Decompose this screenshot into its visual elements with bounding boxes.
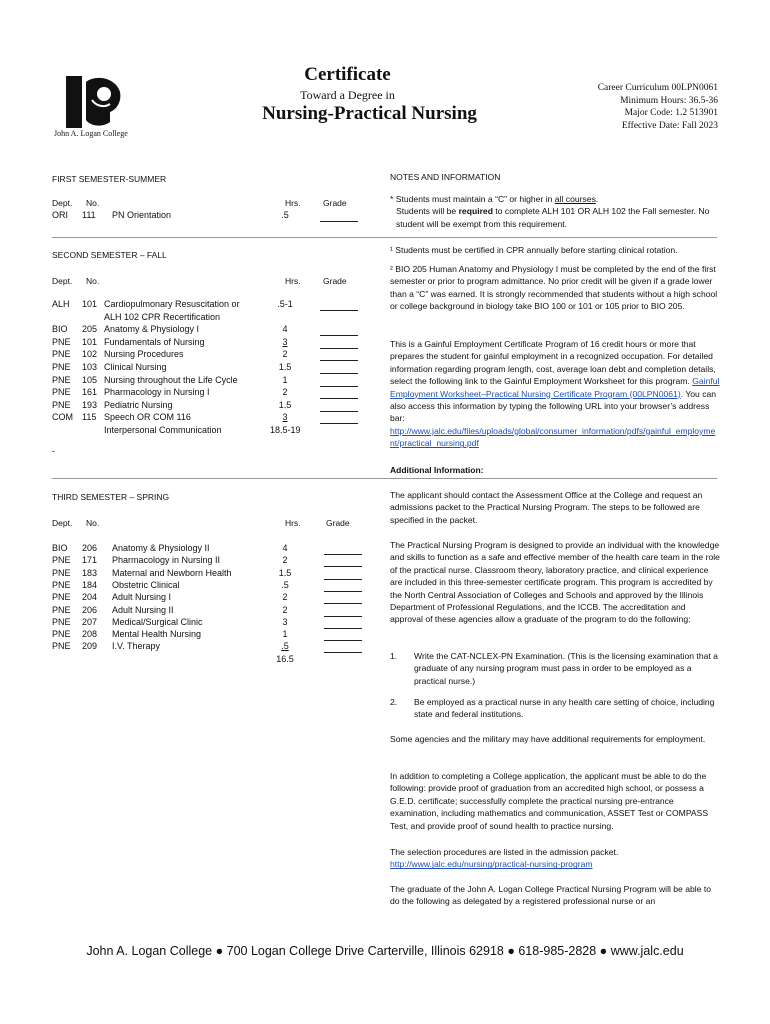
item-text: Write the CAT-NCLEX-PN Examination. (This is the licensing examination that a graduate of any nursing program must pass in order to be employed as a practical nurse.) bbox=[414, 651, 718, 686]
course-title: Pediatric Nursing bbox=[104, 399, 173, 410]
course-no: 102 bbox=[82, 349, 98, 360]
course-row bbox=[52, 210, 362, 223]
course-dept: ALH bbox=[52, 299, 70, 309]
course-dept: PNE bbox=[52, 387, 71, 398]
course-title: I.V. Therapy bbox=[112, 641, 161, 652]
course-no: 101 bbox=[82, 336, 98, 347]
course-hrs: 16.5 bbox=[276, 653, 294, 664]
course-row bbox=[52, 592, 362, 605]
grade-blank[interactable] bbox=[324, 605, 362, 617]
course-no: 193 bbox=[82, 399, 98, 410]
note-3: ² BIO 205 Human Anatomy and Physiology I must be completed by the end of the first semester or prior to program admittance. No prior credit will be given if a grade lower than a “C” was earned. It is strongly recommended that students without a high school or college background in biology take BIO 100 or 101 or 105 prior to BIO 205. bbox=[390, 264, 718, 312]
course-hrs: 4 bbox=[282, 324, 288, 335]
course-dept: BIO bbox=[52, 324, 68, 335]
course-dept: BIO bbox=[52, 543, 68, 553]
numbered-item bbox=[390, 650, 720, 687]
course-no: 161 bbox=[82, 387, 98, 398]
course-title: Adult Nursing II bbox=[112, 604, 174, 615]
course-dept: ORI bbox=[52, 210, 69, 220]
grade-blank[interactable] bbox=[324, 568, 362, 580]
course-no: 209 bbox=[82, 641, 98, 652]
page-footer: John A. Logan College ● 700 Logan College Drive Carterville, Illinois 62918 ● 618-985-2828 ● www.jalc.edu bbox=[86, 944, 684, 958]
college-logo bbox=[66, 76, 122, 128]
document-title: Certificate bbox=[304, 64, 391, 85]
course-title: Nursing Procedures bbox=[104, 349, 184, 360]
gainful-url-link[interactable]: http://www.jalc.edu/files/uploads/global/consumer_information/pdfs/gainful_employment/practical_nursing.pdf bbox=[390, 425, 716, 449]
dash-mark: - bbox=[52, 446, 55, 456]
course-dept: PNE bbox=[52, 641, 71, 652]
paragraph-graduate: The graduate of the John A. Logan College Practical Nursing Program will be able to do the following as delegated by a registered professional nurse or an bbox=[390, 884, 712, 907]
course-row bbox=[52, 617, 362, 630]
grade-blank[interactable] bbox=[320, 210, 358, 222]
grade-blank[interactable] bbox=[320, 349, 358, 361]
course-title: Speech OR COM 116 bbox=[104, 412, 191, 423]
course-row bbox=[52, 543, 362, 556]
note-2: ¹ Students must be certified in CPR annually before starting clinical rotation. bbox=[390, 245, 678, 255]
course-row bbox=[52, 568, 362, 581]
meta-line: Minimum Hours: 36.5-36 bbox=[620, 95, 718, 106]
course-row bbox=[52, 312, 362, 325]
course-row bbox=[52, 375, 362, 388]
semester-title: THIRD SEMESTER – SPRING bbox=[52, 492, 170, 502]
course-no: 103 bbox=[82, 362, 98, 372]
course-row bbox=[52, 324, 362, 337]
grade-blank[interactable] bbox=[324, 592, 362, 604]
course-no: 183 bbox=[82, 567, 98, 578]
item-text: Be employed as a practical nurse in any health care setting of choice, including state and federal institutions. bbox=[414, 697, 715, 720]
course-no: 206 bbox=[82, 543, 98, 553]
semester-title: SECOND SEMESTER – FALL bbox=[52, 250, 167, 260]
semester-title: FIRST SEMESTER-SUMMER bbox=[52, 174, 167, 184]
selection-text: The selection procedures are listed in the admission packet. bbox=[390, 847, 619, 857]
col-dept: Dept. bbox=[52, 276, 73, 286]
course-row bbox=[52, 299, 362, 312]
course-no: 207 bbox=[82, 616, 98, 627]
paragraph-program: The Practical Nursing Program is designed to provide an individual with the knowledge and skills to function as a safe and effective member of the health care team in the role of the practical nurse. Classroom theory, laboratory practice, and clinical experience are included in this three-semester certificate program. This program is accredited by the North Central Association of Colleges and Schools and approved by the Illinois Department of Professional Regulations, and the ICCB. The accreditation and approval of these agencies allow a graduate of the program to do the following: bbox=[390, 540, 720, 625]
course-dept: PNE bbox=[52, 336, 71, 347]
course-dept: COM bbox=[52, 412, 73, 423]
course-row bbox=[52, 629, 362, 642]
col-no: No. bbox=[86, 518, 100, 528]
grade-blank[interactable] bbox=[324, 555, 362, 567]
col-no: No. bbox=[86, 276, 100, 286]
item-number: 2. bbox=[390, 697, 398, 707]
col-grade: Grade bbox=[323, 198, 347, 208]
col-dept: Dept. bbox=[52, 518, 73, 528]
grade-blank[interactable] bbox=[324, 641, 362, 653]
course-hrs: 2 bbox=[282, 387, 288, 398]
course-no: 205 bbox=[82, 324, 98, 335]
course-row bbox=[52, 349, 362, 362]
course-title: Pharmacology in Nursing I bbox=[104, 387, 210, 398]
course-dept: PNE bbox=[52, 604, 71, 615]
col-hrs: Hrs. bbox=[285, 198, 301, 208]
course-hrs: 1.5 bbox=[278, 399, 292, 410]
course-no: 184 bbox=[82, 579, 98, 590]
course-title: Clinical Nursing bbox=[104, 362, 167, 372]
course-row bbox=[52, 605, 362, 618]
course-hrs: 1.5 bbox=[278, 362, 292, 372]
course-hrs: 1 bbox=[282, 629, 288, 640]
col-grade: Grade bbox=[326, 518, 350, 528]
meta-line: Career Curriculum 00LPN0061 bbox=[597, 83, 718, 93]
grade-blank[interactable] bbox=[320, 324, 358, 336]
course-hrs: 3 bbox=[282, 616, 288, 627]
gainful-worksheet-link[interactable]: Gainful Employment Worksheet–Practical Nursing Certificate Program (00LPN0061) bbox=[390, 376, 720, 399]
course-row bbox=[52, 387, 362, 400]
course-no: 101 bbox=[82, 299, 98, 309]
course-hrs: .5 bbox=[281, 641, 289, 652]
note1-text: to complete ALH 101 OR ALH 102 the Fall semester. No student will be exempt from this requirement. bbox=[396, 206, 710, 229]
col-dept: Dept. bbox=[52, 198, 73, 208]
note1-text: * Students must maintain a “C” or higher in bbox=[390, 194, 555, 204]
course-no: 111 bbox=[82, 210, 96, 220]
course-hrs: .5-1 bbox=[277, 299, 293, 309]
course-hrs: 2 bbox=[282, 349, 288, 360]
course-no: 115 bbox=[82, 412, 97, 423]
note1-underline: all courses bbox=[554, 194, 596, 204]
gainful-text: . You can also access this information by typing the following URL into your browser’s address bar: bbox=[390, 388, 717, 424]
course-hrs: .5 bbox=[281, 210, 289, 220]
course-dept: PNE bbox=[52, 592, 71, 603]
additional-info-heading: Additional Information: bbox=[390, 465, 484, 475]
note-1 bbox=[390, 193, 720, 230]
grade-blank[interactable] bbox=[320, 400, 358, 412]
grade-blank[interactable] bbox=[320, 299, 358, 311]
course-row bbox=[52, 654, 362, 667]
course-row bbox=[52, 641, 362, 654]
divider bbox=[390, 478, 717, 479]
course-dept: PNE bbox=[52, 616, 71, 627]
paragraph-requirements: In addition to completing a College application, the applicant must be able to do the following: provide proof of graduation from an accredited high school, or possess a G.E.D. certificate; successfully complete the practical nursing pre-entrance examination, including mathematics and communication, ASSET Test or COMPASS Test, and provide proof of sound health to practice nursing. bbox=[390, 771, 709, 831]
grade-blank[interactable] bbox=[320, 375, 358, 387]
note1-bold: required bbox=[458, 206, 493, 217]
course-title: Interpersonal Communication bbox=[104, 425, 222, 435]
program-name: Nursing-Practical Nursing bbox=[262, 103, 477, 124]
course-hrs: .5 bbox=[281, 579, 289, 590]
course-row bbox=[52, 555, 362, 568]
note1-text: . bbox=[595, 194, 599, 204]
course-title: Mental Health Nursing bbox=[112, 629, 202, 640]
course-hrs: 18.5-19 bbox=[270, 425, 301, 435]
paragraph-selection bbox=[390, 846, 720, 871]
course-row bbox=[52, 425, 362, 438]
notes-heading: NOTES AND INFORMATION bbox=[390, 172, 501, 182]
divider bbox=[52, 237, 717, 238]
grade-blank[interactable] bbox=[320, 387, 358, 399]
course-no: 105 bbox=[82, 374, 98, 385]
nursing-program-link[interactable]: http://www.jalc.edu/nursing/practical-nursing-program bbox=[390, 859, 593, 870]
numbered-item bbox=[390, 696, 720, 721]
course-title: PN Orientation bbox=[112, 210, 172, 220]
course-row bbox=[52, 400, 362, 413]
grade-blank[interactable] bbox=[324, 543, 362, 555]
col-grade: Grade bbox=[323, 276, 347, 286]
grade-blank[interactable] bbox=[320, 337, 358, 349]
course-title: Obstetric Clinical bbox=[112, 579, 180, 590]
note1-text: Students will be bbox=[396, 206, 459, 217]
gainful-text: This is a Gainful Employment Certificate Program of 16 credit hours or more that prepares the student for gainful employment in a recognized occupation. For detailed information regarding program length, cost, average loan debt and completion details, select the following link to the Gainful Employment Worksheet for this program. bbox=[390, 339, 716, 387]
gainful-employment bbox=[390, 338, 720, 450]
course-no: 206 bbox=[82, 604, 98, 615]
course-title: Nursing throughout the Life Cycle bbox=[104, 374, 238, 385]
course-dept: PNE bbox=[52, 567, 71, 578]
paragraph-agencies: Some agencies and the military may have additional requirements for employment. bbox=[390, 734, 706, 744]
course-hrs: 2 bbox=[282, 555, 288, 566]
course-title: Adult Nursing I bbox=[112, 592, 172, 603]
course-no: 171 bbox=[82, 555, 98, 566]
course-dept: PNE bbox=[52, 362, 71, 372]
course-dept: PNE bbox=[52, 349, 71, 360]
curriculum-meta bbox=[540, 82, 718, 132]
course-hrs: 1.5 bbox=[278, 567, 292, 578]
course-row bbox=[52, 412, 362, 425]
item-number: 1. bbox=[390, 651, 398, 661]
col-hrs: Hrs. bbox=[285, 518, 301, 528]
course-hrs: 1 bbox=[282, 374, 288, 385]
course-title: Medical/Surgical Clinic bbox=[112, 616, 203, 627]
course-no: 204 bbox=[82, 592, 98, 603]
course-title: Pharmacology in Nursing II bbox=[112, 555, 221, 566]
course-title: Anatomy & Physiology II bbox=[112, 543, 210, 553]
course-title: ALH 102 CPR Recertification bbox=[104, 311, 221, 322]
course-row bbox=[52, 362, 362, 375]
col-no: No. bbox=[86, 198, 100, 208]
course-hrs: 3 bbox=[282, 336, 288, 347]
course-title: Fundamentals of Nursing bbox=[104, 336, 205, 347]
course-title: Cardiopulmonary Resuscitation or bbox=[104, 299, 240, 309]
grade-blank[interactable] bbox=[324, 629, 362, 641]
meta-line: Major Code: 1.2 513901 bbox=[624, 108, 718, 118]
document-subtitle: Toward a Degree in bbox=[300, 88, 395, 102]
course-no: 208 bbox=[82, 629, 98, 640]
grade-blank[interactable] bbox=[320, 412, 358, 424]
course-dept: PNE bbox=[52, 399, 71, 410]
course-title: Anatomy & Physiology I bbox=[104, 324, 200, 335]
course-hrs: 2 bbox=[282, 604, 288, 615]
course-dept: PNE bbox=[52, 629, 71, 640]
course-dept: PNE bbox=[52, 555, 71, 566]
college-name: John A. Logan College bbox=[54, 129, 128, 138]
course-row bbox=[52, 337, 362, 350]
course-dept: PNE bbox=[52, 579, 71, 590]
course-hrs: 4 bbox=[282, 543, 288, 553]
course-title: Maternal and Newborn Health bbox=[112, 567, 232, 578]
course-hrs: 3 bbox=[282, 412, 288, 423]
course-hrs: 2 bbox=[282, 592, 288, 603]
paragraph-admissions: The applicant should contact the Assessment Office at the College and request an admissions packet to the Practical Nursing Program. The steps to be followed are specified in the packet. bbox=[390, 490, 703, 525]
grade-blank[interactable] bbox=[320, 362, 358, 374]
grade-blank[interactable] bbox=[324, 617, 362, 629]
grade-blank[interactable] bbox=[324, 580, 362, 592]
course-row bbox=[52, 580, 362, 593]
course-dept: PNE bbox=[52, 374, 71, 385]
col-hrs: Hrs. bbox=[285, 276, 301, 286]
meta-line: Effective Date: Fall 2023 bbox=[621, 120, 718, 131]
